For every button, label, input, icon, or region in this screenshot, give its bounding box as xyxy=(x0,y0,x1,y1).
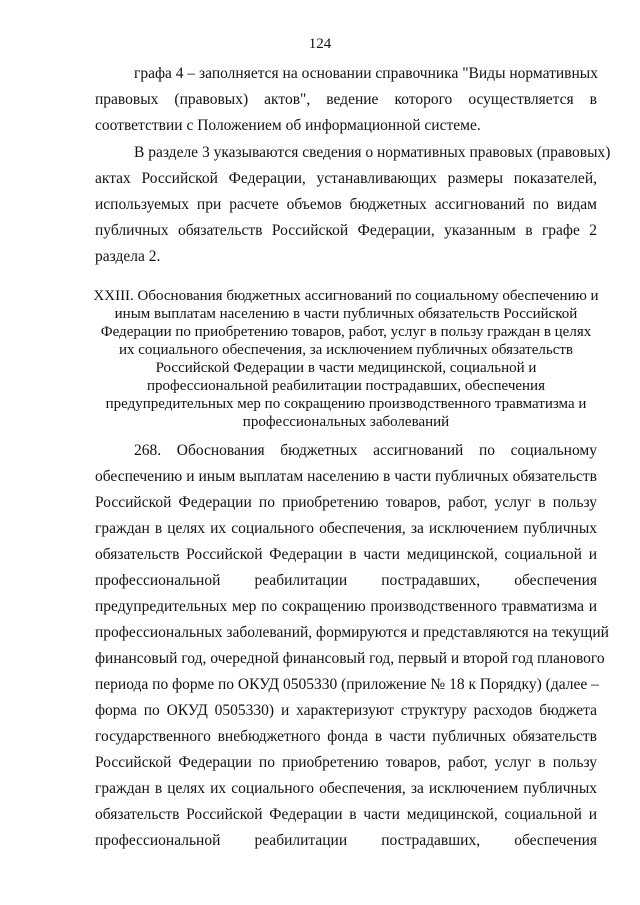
paragraph-line: Российской Федерации по приобретению товаров, работ, услуг в пользу xyxy=(95,754,597,771)
section-heading-line: Федерации по приобретению товаров, работ, услуг в пользу граждан в целях xyxy=(100,324,592,340)
section-heading-line: Российской Федерации в части медицинской, социальной и xyxy=(155,360,537,376)
paragraph-line: В разделе 3 указываются сведения о нормативных правовых (правовых) xyxy=(134,144,611,161)
section-heading-line: их социального обеспечения, за исключением публичных обязательств xyxy=(118,342,574,358)
paragraph-line: профессиональной реабилитации пострадавших, обеспечения xyxy=(95,572,597,589)
section-heading-line: иным выплатам населению в части публичных обязательств Российской xyxy=(114,306,578,322)
paragraph-line: используемых при расчете объемов бюджетных ассигнований по видам xyxy=(95,196,597,213)
paragraph-line: государственного внебюджетного фонда в части публичных обязательств xyxy=(95,728,597,745)
paragraph-line: обязательств Российской Федерации в части медицинской, социальной и xyxy=(95,546,597,563)
paragraph-line: Российской Федерации по приобретению товаров, работ, услуг в пользу xyxy=(95,494,597,511)
paragraph-line: 268. Обоснования бюджетных ассигнований по социальному xyxy=(134,442,597,459)
paragraph-line: граждан в целях их социального обеспечения, за исключением публичных xyxy=(95,780,597,797)
section-heading-line: XXIII. Обоснования бюджетных ассигнований по социальному обеспечению и xyxy=(93,288,599,304)
page-number: 124 xyxy=(308,36,332,52)
paragraph-line: граждан в целях их социального обеспечения, за исключением публичных xyxy=(95,520,597,537)
paragraph-line: профессиональных заболеваний, формируются и представляются на текущий xyxy=(95,624,609,641)
paragraph-line: актах Российской Федерации, устанавливающих размеры показателей, xyxy=(95,170,597,187)
section-heading-line: профессиональной реабилитации пострадавших, обеспечения xyxy=(147,378,545,394)
paragraph-line: профессиональной реабилитации пострадавших, обеспечения xyxy=(95,832,597,849)
paragraph-line: финансовый год, очередной финансовый год, первый и второй год планового xyxy=(95,650,605,667)
paragraph-line: форма по ОКУД 0505330) и характеризуют структуру расходов бюджета xyxy=(95,702,597,719)
paragraph-line: раздела 2. xyxy=(95,248,161,265)
paragraph-line: публичных обязательств Российской Федерации, указанным в графе 2 xyxy=(95,222,597,239)
paragraph-line: графа 4 – заполняется на основании справочника "Виды нормативных xyxy=(134,65,598,82)
paragraph-line: обеспечению и иным выплатам населению в части публичных обязательств xyxy=(95,468,597,485)
section-heading-line: предупредительных мер по сокращению производственного травматизма и xyxy=(105,396,587,412)
section-heading-line: профессиональных заболеваний xyxy=(242,414,450,430)
paragraph-line: предупредительных мер по сокращению производственного травматизма и xyxy=(95,598,597,615)
paragraph-line: правовых (правовых) актов", ведение которого осуществляется в xyxy=(95,91,597,108)
paragraph-line: обязательств Российской Федерации в части медицинской, социальной и xyxy=(95,806,597,823)
paragraph-line: соответствии с Положением об информационной системе. xyxy=(95,117,481,134)
paragraph-line: периода по форме по ОКУД 0505330 (приложение № 18 к Порядку) (далее – xyxy=(95,676,599,693)
